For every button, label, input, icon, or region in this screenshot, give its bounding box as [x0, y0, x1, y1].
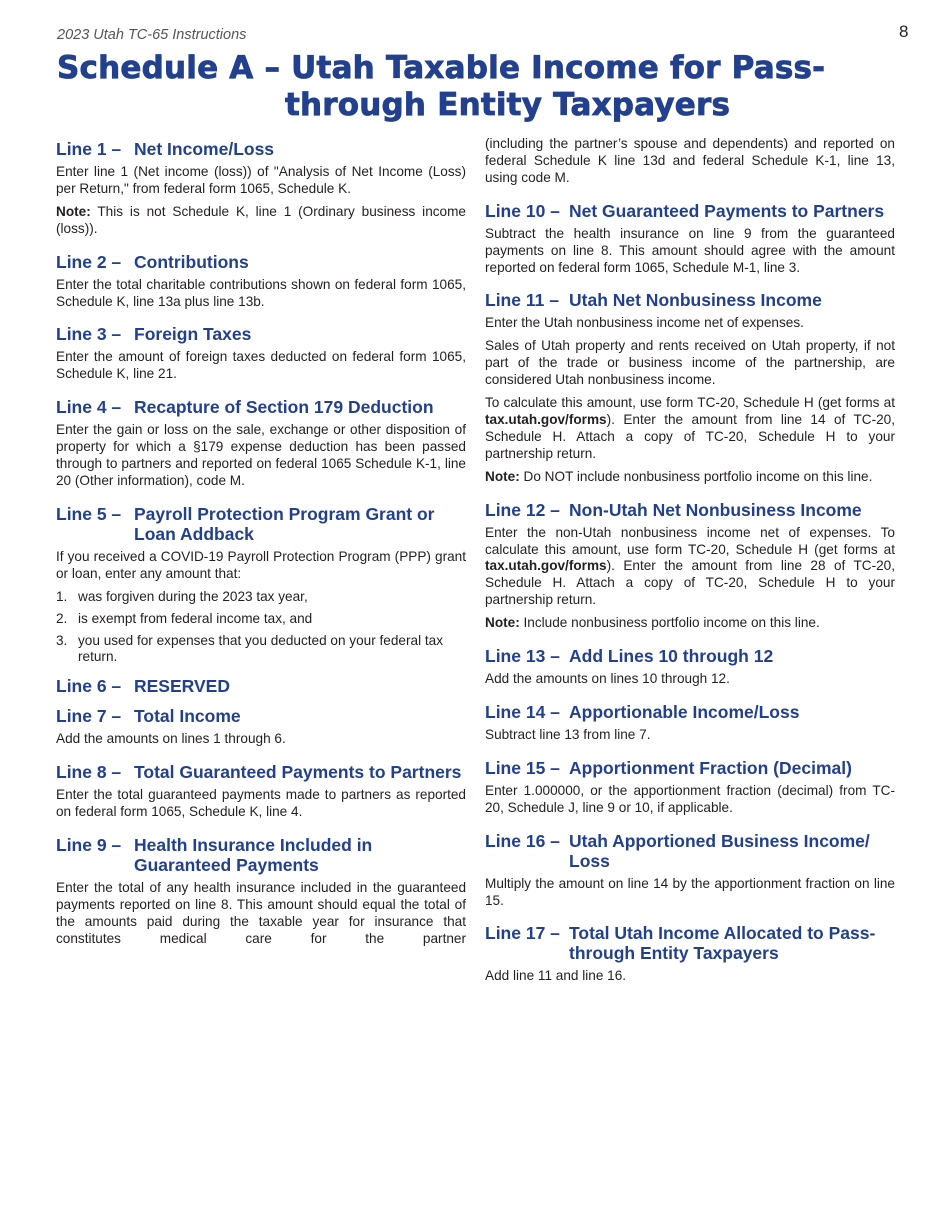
line-12-label: Line 12 – [485, 499, 560, 520]
text-run: ). Enter the amount from line 14 of TC-20, Schedule H. Attach a copy of TC-20, Schedule H to your partnership return. [485, 411, 895, 461]
list-text: was forgiven during the 2023 tax year, [78, 588, 308, 604]
line-9-label: Line 9 – [56, 835, 122, 856]
section-line-9 [56, 835, 466, 948]
section-line-3 [56, 324, 466, 383]
line-8-heading [56, 762, 466, 782]
line-16-title: Utah Apportioned Business Income/ Loss [569, 830, 870, 871]
line-4-heading [56, 397, 466, 417]
line-4-label: Line 4 – [56, 397, 122, 418]
list-text: is exempt from federal income tax, and [78, 610, 313, 626]
line-8-title: Total Guaranteed Payments to Partners [134, 762, 462, 783]
line-9-text-continued: (including the partner’s spouse and dependents) and reported on federal Schedule K line 13d and federal Schedule K-1, line 13, using code M. [485, 136, 895, 185]
line-2-title: Contributions [134, 251, 249, 272]
text-run: To calculate this amount, use form TC-20, Schedule H (get forms at [485, 395, 895, 411]
list-text: you used for expenses that you deducted on your federal tax return. [78, 632, 444, 665]
line-5-label: Line 5 – [56, 503, 122, 524]
line-4-title: Recapture of Section 179 Deduction [134, 397, 434, 418]
line-14-title: Apportionable Income/Loss [569, 701, 800, 722]
section-line-13 [485, 646, 895, 688]
line-13-text: Add the amounts on lines 10 through 12. [485, 671, 730, 687]
line-12-heading [485, 500, 895, 520]
line-14-label: Line 14 – [485, 701, 560, 722]
section-line-17 [485, 923, 895, 985]
line-3-text: Enter the amount of foreign taxes deducted on federal form 1065, Schedule K, line 21. [56, 349, 466, 382]
list-item [56, 611, 466, 628]
line-17-title: Total Utah Income Allocated to Pass-through Entity Taxpayers [569, 923, 876, 964]
line-14-text: Subtract line 13 from line 7. [485, 726, 651, 742]
line-7-heading [56, 706, 466, 726]
list-number: 1. [56, 588, 68, 604]
line-11-text-3 [485, 395, 895, 463]
list-number: 2. [56, 610, 68, 626]
line-17-heading [485, 923, 895, 963]
line-5-heading [56, 504, 466, 544]
forms-link[interactable]: tax.utah.gov/forms [485, 558, 607, 574]
page-title-line-2: through Entity Taxpayers [285, 87, 731, 123]
section-line-12 [485, 500, 895, 632]
line-16-label: Line 16 – [485, 830, 560, 851]
line-16-text: Multiply the amount on line 14 by the apportionment fraction on line 15. [485, 875, 895, 908]
line-3-title: Foreign Taxes [134, 324, 252, 345]
list-number: 3. [56, 632, 68, 648]
section-line-4 [56, 397, 466, 490]
section-line-16 [485, 831, 895, 910]
line-3-label: Line 3 – [56, 324, 122, 345]
line-13-label: Line 13 – [485, 646, 560, 667]
line-11-text-1: Enter the Utah nonbusiness income net of expenses. [485, 315, 804, 331]
left-column [56, 139, 466, 954]
line-11-text-2: Sales of Utah property and rents received on Utah property, if not part of the trade or business income of the partnership, are considered Utah nonbusiness income. [485, 338, 895, 388]
page-title-line-1: Schedule A – Utah Taxable Income for Pass- [57, 50, 826, 86]
line-12-text [485, 525, 895, 610]
line-9-title: Health Insurance Included in Guaranteed Payments [134, 835, 373, 876]
line-9-heading [56, 835, 466, 875]
line-1-title: Net Income/Loss [134, 139, 275, 159]
section-line-11 [485, 290, 895, 485]
line-6-title: RESERVED [134, 676, 230, 697]
line-1-text: Enter line 1 (Net income (loss)) of "Analysis of Net Income (Loss) per Return," from federal form 1065, Schedule K. [56, 164, 466, 196]
line-15-title: Apportionment Fraction (Decimal) [569, 757, 852, 778]
note-text: Include nonbusiness portfolio income on this line. [519, 615, 820, 631]
line-13-title: Add Lines 10 through 12 [569, 646, 774, 667]
section-line-10 [485, 201, 895, 277]
line-10-title: Net Guaranteed Payments to Partners [569, 200, 885, 221]
line-11-heading [485, 290, 895, 310]
section-line-8 [56, 762, 466, 821]
line-7-text: Add the amounts on lines 1 through 6. [56, 731, 286, 747]
forms-link[interactable]: tax.utah.gov/forms [485, 411, 607, 427]
line-15-text: Enter 1.000000, or the apportionment fraction (decimal) from TC-20, Schedule J, line 9 or 10, if applicable. [485, 782, 895, 815]
line-10-heading [485, 201, 895, 221]
section-line-6 [56, 676, 466, 696]
line-4-text: Enter the gain or loss on the sale, exchange or other disposition of property for which a §179 expense deduction has been passed through to partners and reported on federal 1065 Schedule K-1, line 20 (Other information), code M. [56, 422, 466, 488]
list-item [56, 589, 466, 606]
line-6-heading [56, 676, 466, 696]
running-head: 2023 Utah TC-65 Instructions [57, 27, 247, 43]
line-13-heading [485, 646, 895, 666]
line-1-label: Line 1 – [56, 139, 122, 159]
line-15-heading [485, 758, 895, 778]
line-2-heading [56, 252, 466, 272]
line-5-title: Payroll Protection Program Grant or Loan Addback [134, 503, 435, 544]
text-run: Enter the non-Utah nonbusiness income net of expenses. To calculate this amount, use form TC-20, Schedule H (get forms at [485, 524, 895, 557]
line-11-label: Line 11 – [485, 290, 559, 311]
note-label: Note: [485, 468, 520, 484]
line-16-heading [485, 831, 895, 871]
section-line-15 [485, 758, 895, 817]
section-line-14 [485, 702, 895, 744]
line-15-label: Line 15 – [485, 757, 560, 778]
line-5-text: If you received a COVID-19 Payroll Protection Program (PPP) grant or loan, enter any amount that: [56, 548, 466, 581]
line-1-note [56, 204, 466, 238]
list-item [56, 633, 466, 667]
page-number: 8 [899, 22, 909, 41]
section-line-5 [56, 504, 466, 666]
line-17-label: Line 17 – [485, 923, 560, 944]
line-3-heading [56, 324, 466, 344]
line-5-list [56, 589, 466, 667]
line-11-title: Utah Net Nonbusiness Income [569, 290, 822, 311]
line-12-note [485, 615, 895, 632]
note-text: Do NOT include nonbusiness portfolio income on this line. [519, 468, 873, 484]
line-8-text: Enter the total guaranteed payments made to partners as reported on federal form 1065, Schedule K, line 4. [56, 787, 466, 820]
right-column [485, 136, 895, 991]
note-label: Note: [485, 615, 520, 631]
text-run: ). Enter the amount from line 28 of TC-20, Schedule H. Attach a copy of TC-20, Schedule H to your partnership return. [485, 558, 895, 608]
section-line-2 [56, 252, 466, 311]
page-title [57, 50, 897, 124]
line-17-text: Add line 11 and line 16. [485, 968, 627, 984]
line-10-label: Line 10 – [485, 200, 560, 221]
line-2-label: Line 2 – [56, 251, 122, 272]
line-2-text: Enter the total charitable contributions shown on federal form 1065, Schedule K, line 13a plus line 13b. [56, 276, 466, 309]
line-12-title: Non-Utah Net Nonbusiness Income [569, 499, 862, 520]
note-label: Note: [56, 203, 91, 219]
line-11-note [485, 469, 895, 486]
note-text: This is not Schedule K, line 1 (Ordinary business income (loss)). [56, 203, 466, 236]
line-6-label: Line 6 – [56, 676, 122, 697]
section-line-7 [56, 706, 466, 748]
line-8-label: Line 8 – [56, 762, 122, 783]
line-10-text: Subtract the health insurance on line 9 from the guaranteed payments on line 8. This amount should agree with the amount reported on federal form 1065, Schedule M-1, line 3. [485, 225, 895, 275]
line-7-title: Total Income [134, 706, 241, 727]
line-7-label: Line 7 – [56, 706, 122, 727]
line-9-text: Enter the total of any health insurance included in the guaranteed payments reported on line 8. This amount should equal the total of the amounts paid during the taxable year for insurance that constitutes medical care for the partner [56, 880, 466, 946]
line-14-heading [485, 702, 895, 722]
section-line-1 [56, 139, 466, 238]
line-1-heading [56, 139, 466, 159]
